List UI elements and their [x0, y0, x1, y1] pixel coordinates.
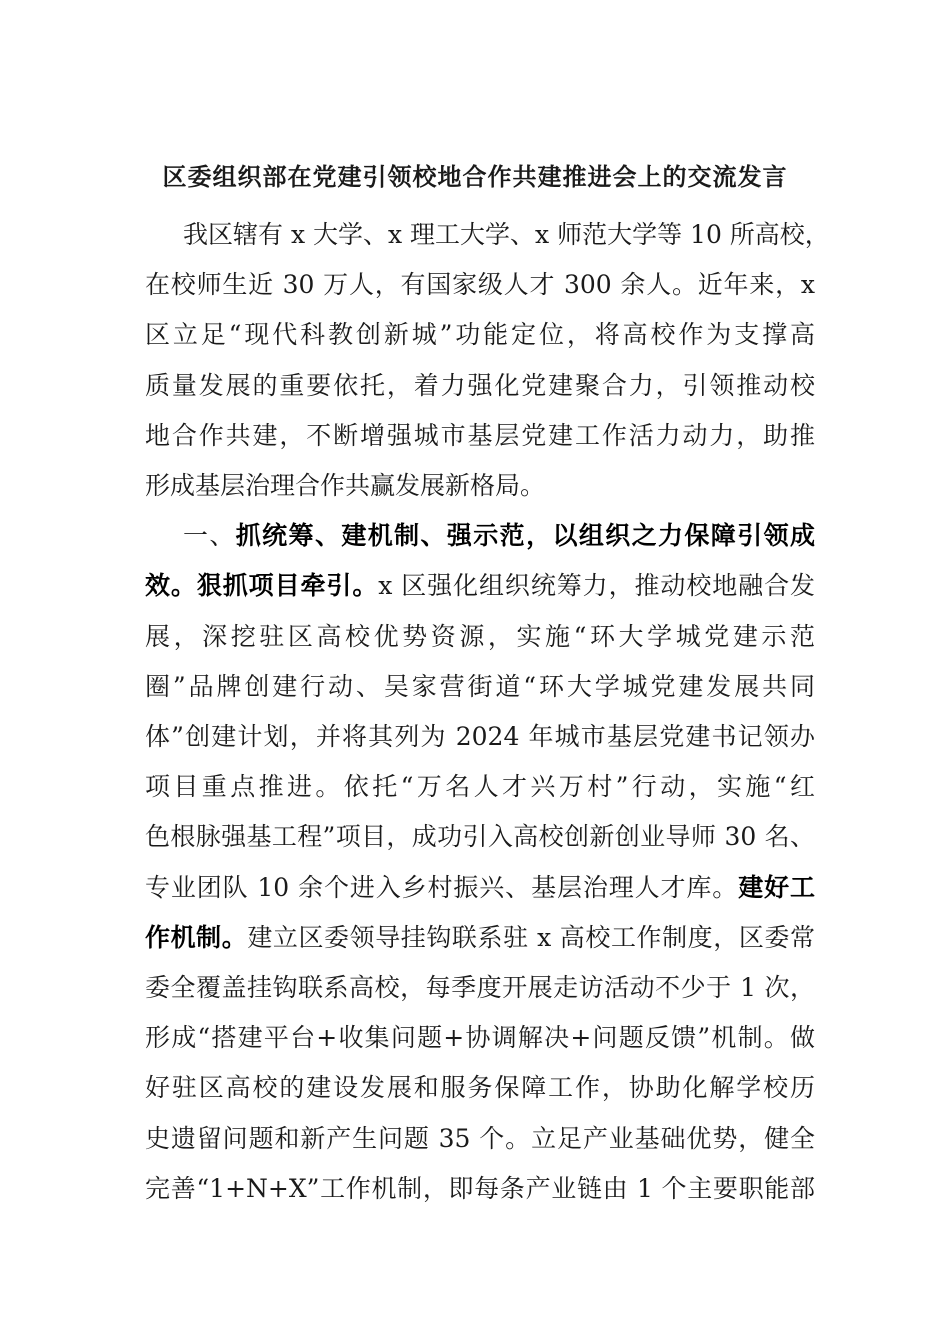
text-line	[145, 963, 815, 1013]
bold-text-run: 建好工	[738, 872, 815, 902]
text-run: 我区辖有 x 大学、x 理工大学、x 师范大学等 10 所高校，	[183, 220, 830, 249]
text-line	[145, 863, 815, 913]
text-run: 展，深挖驻区高校优势资源，实施“环大学城党建示范	[145, 621, 815, 651]
text-line	[183, 511, 815, 561]
text-run: 完善“1+N+X”工作机制，即每条产业链由 1 个主要职能部	[145, 1173, 815, 1203]
text-line	[145, 310, 815, 360]
text-line	[145, 1063, 815, 1113]
text-run: 质量发展的重要依托，着力强化党建聚合力，引领推动校	[145, 370, 815, 400]
text-run: 委全覆盖挂钩联系高校，每季度开展走访活动不少于 1 次，	[145, 973, 815, 1002]
bold-text-run: 作机制。	[145, 922, 248, 952]
text-line	[145, 762, 815, 812]
text-line	[145, 1013, 815, 1063]
text-line	[145, 812, 815, 862]
text-run: 史遗留问题和新产生问题 35 个。立足产业基础优势，健全	[145, 1123, 815, 1153]
text-line	[145, 260, 815, 310]
text-run: 项目重点推进。依托“万名人才兴万村”行动，实施“红	[145, 772, 815, 802]
text-run: 区立足“现代科教创新城”功能定位，将高校作为支撑高	[145, 320, 815, 350]
text-line	[145, 361, 815, 411]
text-run: 地合作共建，不断增强城市基层党建工作活力动力，助推	[145, 420, 815, 450]
text-run: 形成“搭建平台+收集问题+协调解决+问题反馈”机制。做	[145, 1023, 815, 1053]
text-line	[145, 461, 815, 511]
text-line	[145, 712, 815, 762]
text-run: 好驻区高校的建设发展和服务保障工作，协助化解学校历	[145, 1073, 815, 1103]
text-run: 色根脉强基工程”项目，成功引入高校创新创业导师 30 名、	[145, 822, 815, 852]
text-run: x 区强化组织统筹力，推动校地融合发	[378, 571, 815, 601]
text-line	[145, 662, 815, 712]
bold-text-run: 效。狠抓项目牵引。	[145, 571, 379, 601]
text-run: 专业团队 10 余个进入乡村振兴、基层治理人才库。	[145, 872, 739, 902]
text-line	[145, 561, 815, 611]
text-line	[183, 210, 830, 260]
text-line	[145, 612, 815, 662]
text-line	[145, 1114, 815, 1164]
text-run: 建立区委领导挂钩联系驻 x 高校工作制度，区委常	[247, 922, 815, 952]
text-run: 一、	[183, 521, 236, 551]
text-run: 在校师生近 30 万人，有国家级人才 300 余人。近年来，x	[145, 270, 815, 300]
text-line	[145, 913, 815, 963]
text-run: 体”创建计划，并将其列为 2024 年城市基层党建书记领办	[145, 722, 815, 751]
text-run: 形成基层治理合作共赢发展新格局。	[145, 471, 546, 500]
text-line	[145, 411, 815, 461]
text-run: 圈”品牌创建行动、吴家营街道“环大学城党建发展共同	[145, 671, 815, 701]
bold-text-run: 抓统筹、建机制、强示范，以组织之力保障引领成	[235, 521, 815, 551]
text-line	[145, 1164, 815, 1214]
document-title: 区委组织部在党建引领校地合作共建推进会上的交流发言	[162, 162, 788, 191]
